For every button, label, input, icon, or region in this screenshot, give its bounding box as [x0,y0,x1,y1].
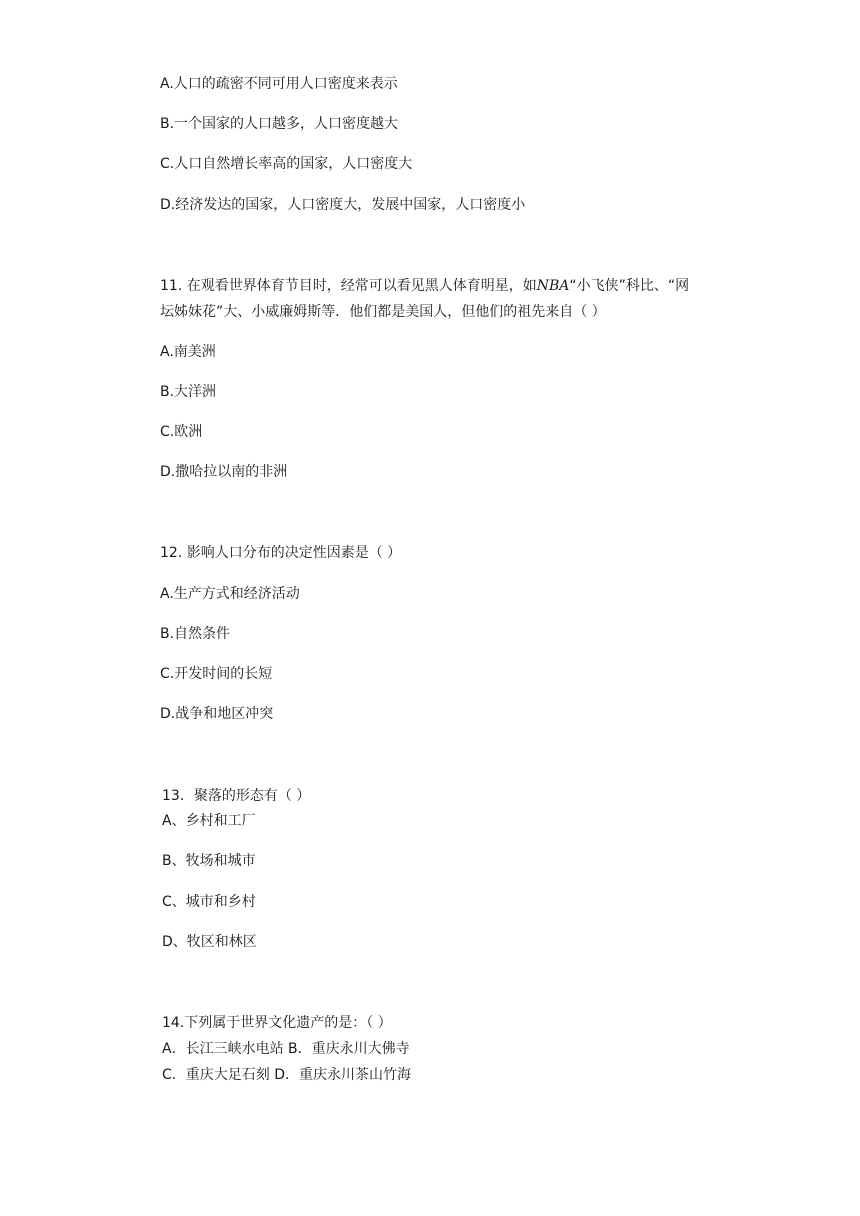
q13-option-a: A、乡村和工厂 [162,813,256,829]
q12-option-c: C.开发时间的长短 [160,666,273,682]
q11-option-c: C.欧洲 [160,424,203,440]
q12-option-b: B.自然条件 [160,626,231,642]
q11-stem-before: 11. 在观看世界体育节目时，经常可以看见黑人体育明星，如 [160,278,537,294]
q13-option-d: D、牧区和林区 [162,934,257,950]
q14-stem: 14.下列属于世界文化遗产的是：（ ） [162,1015,392,1031]
q11-option-d: D.撒哈拉以南的非洲 [160,464,288,480]
q11-option-b: B.大洋洲 [160,384,217,400]
q10-option-b: B.一个国家的人口越多，人口密度越大 [160,116,399,132]
q11-option-a: A.南美洲 [160,344,216,360]
q10-option-d: D.经济发达的国家，人口密度大，发展中国家，人口密度小 [160,197,526,213]
q11-stem-after: “小飞侠”科比、“网 [569,278,690,294]
q13-option-b: B、牧场和城市 [162,853,256,869]
q12-option-d: D.战争和地区冲突 [160,706,274,722]
q10-option-c: C.人口自然增长率高的国家，人口密度大 [160,156,413,172]
q10-option-a: A.人口的疏密不同可用人口密度来表示 [160,76,398,92]
q13-option-c: C、城市和乡村 [162,894,256,910]
q14-options-line1: A．长江三峡水电站 B．重庆永川大佛寺 [162,1041,410,1057]
q12-stem: 12. 影响人口分布的决定性因素是（ ） [160,545,402,561]
q12-option-a: A.生产方式和经济活动 [160,586,300,602]
q11-stem-line1 [160,277,689,295]
q11-stem-nba: NBA [536,278,570,294]
q11-stem-line2: 坛姊妹花”大、小威廉姆斯等．他们都是美国人，但他们的祖先来自（ ） [160,304,606,320]
q13-stem: 13．聚落的形态有（ ） [162,788,311,804]
q14-options-line2: C．重庆大足石刻 D．重庆永川茶山竹海 [162,1067,412,1083]
